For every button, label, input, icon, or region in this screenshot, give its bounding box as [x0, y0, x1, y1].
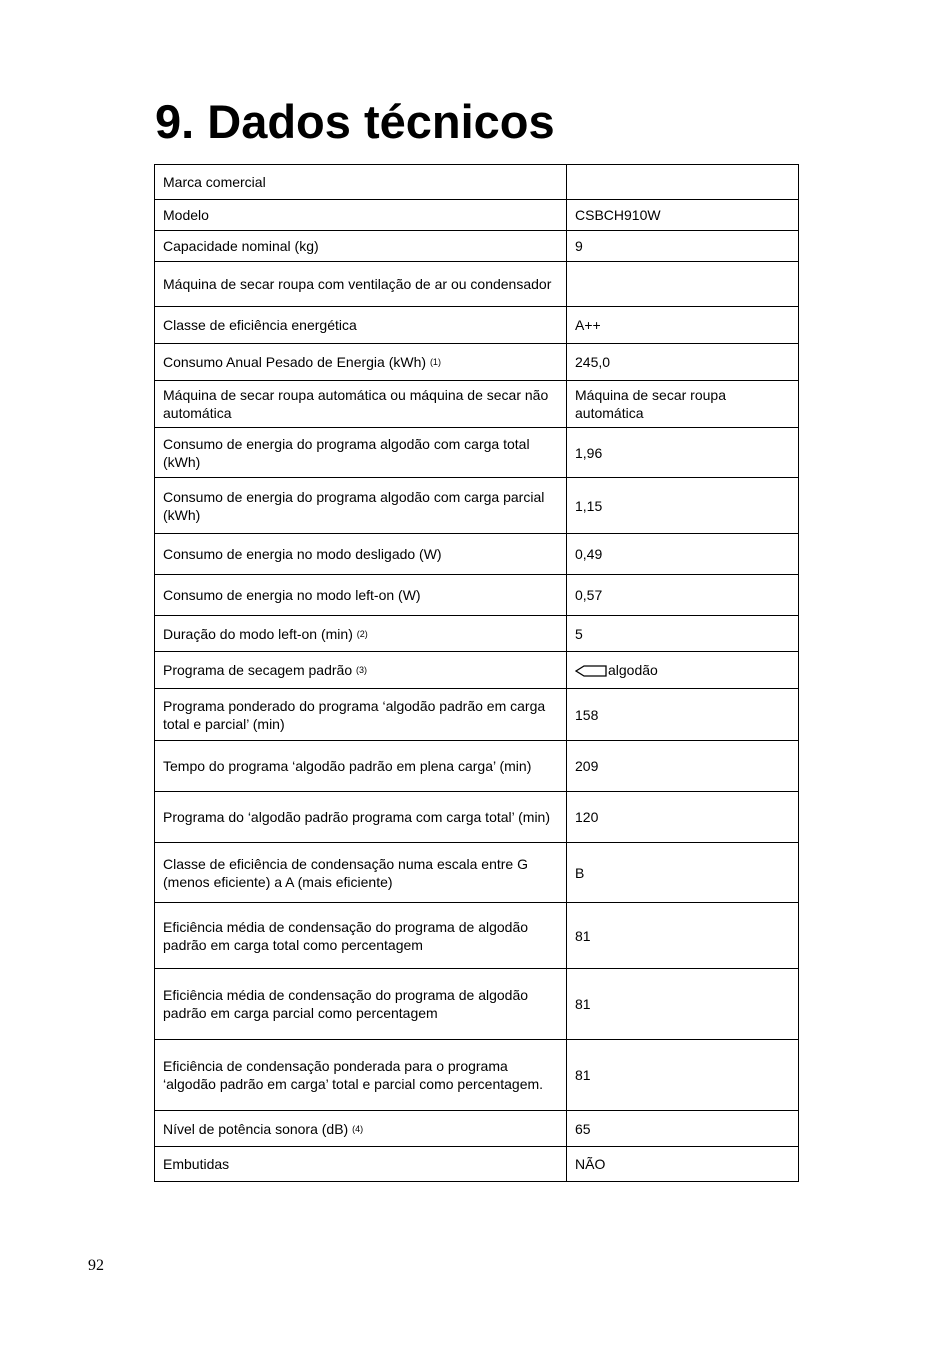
row-value: 65 — [567, 1111, 799, 1147]
row-value: 81 — [567, 1040, 799, 1111]
table-row — [155, 307, 799, 344]
table-row — [155, 1040, 799, 1111]
footnote-marker: (4) — [352, 1123, 364, 1134]
row-label: Embutidas — [155, 1147, 567, 1182]
table-row — [155, 652, 799, 689]
table-row — [155, 1111, 799, 1147]
table-row — [155, 741, 799, 792]
table-row — [155, 262, 799, 307]
row-label: Tempo do programa ‘algodão padrão em plena carga’ (min) — [155, 741, 567, 792]
row-label: Máquina de secar roupa automática ou máquina de secar não automática — [155, 381, 567, 428]
row-value — [567, 262, 799, 307]
row-value: Máquina de secar roupa automática — [567, 381, 799, 428]
table-row — [155, 200, 799, 231]
row-value: B — [567, 843, 799, 903]
row-value: 209 — [567, 741, 799, 792]
footnote-marker: (1) — [429, 357, 441, 367]
table-row — [155, 428, 799, 478]
footnote-marker: (2) — [356, 628, 368, 639]
row-value: 81 — [567, 903, 799, 969]
table-row — [155, 689, 799, 741]
row-label: Consumo Anual Pesado de Energia (kWh) — [163, 354, 427, 370]
row-label: Modelo — [155, 200, 567, 231]
row-label: Máquina de secar roupa com ventilação de ar ou condensador — [155, 262, 567, 307]
row-value: 9 — [567, 231, 799, 262]
footnote-marker: (3) — [356, 665, 367, 675]
table-row — [155, 575, 799, 616]
table-row — [155, 903, 799, 969]
table-row — [155, 381, 799, 428]
table-row — [155, 1147, 799, 1182]
row-value: 0,57 — [567, 575, 799, 616]
row-value: algodão — [608, 662, 658, 678]
row-value: 5 — [567, 616, 799, 652]
row-label: Consumo de energia no modo left-on (W) — [155, 575, 567, 616]
table-row — [155, 344, 799, 381]
row-label: Marca comercial — [155, 165, 567, 200]
row-value: CSBCH910W — [567, 200, 799, 231]
page-number: 92 — [88, 1257, 104, 1274]
row-label: Programa ponderado do programa ‘algodão padrão em carga total e parcial’ (min) — [155, 689, 567, 741]
row-label: Classe de eficiência energética — [155, 307, 567, 344]
row-value: 120 — [567, 792, 799, 843]
page-title: 9. Dados técnicos — [155, 95, 555, 148]
row-label: Consumo de energia no modo desligado (W) — [155, 534, 567, 575]
row-value — [567, 165, 799, 200]
table-row — [155, 616, 799, 652]
row-value: 1,15 — [567, 478, 799, 534]
table-row — [155, 165, 799, 200]
row-label: Nível de potência sonora (dB) — [163, 1120, 349, 1137]
row-value: 0,49 — [567, 534, 799, 575]
row-label: Capacidade nominal (kg) — [155, 231, 567, 262]
technical-data-table — [154, 164, 799, 1182]
row-label: Eficiência média de condensação do programa de algodão padrão em carga parcial como percentagem — [155, 969, 567, 1040]
row-label: Duração do modo left-on (min) — [163, 625, 353, 642]
cotton-program-icon — [575, 665, 607, 677]
table-row — [155, 231, 799, 262]
row-label: Eficiência média de condensação do programa de algodão padrão em carga total como percentagem — [155, 903, 567, 969]
table-row — [155, 792, 799, 843]
row-value: 245,0 — [567, 344, 799, 381]
row-label: Programa de secagem padrão — [163, 662, 353, 678]
row-label: Consumo de energia do programa algodão com carga total (kWh) — [155, 428, 567, 478]
row-label: Eficiência de condensação ponderada para o programa ‘algodão padrão em carga’ total e parcial como percentagem. — [155, 1040, 567, 1111]
row-label: Programa do ‘algodão padrão programa com carga total’ (min) — [155, 792, 567, 843]
row-value: A++ — [567, 307, 799, 344]
table-row — [155, 969, 799, 1040]
row-value: 81 — [567, 969, 799, 1040]
row-value: NÃO — [567, 1147, 799, 1182]
table-row — [155, 843, 799, 903]
table-row — [155, 478, 799, 534]
row-value: 158 — [567, 689, 799, 741]
row-label: Classe de eficiência de condensação numa escala entre G (menos eficiente) a A (mais eficiente) — [155, 843, 567, 903]
row-label: Consumo de energia do programa algodão com carga parcial (kWh) — [155, 478, 567, 534]
row-value: 1,96 — [567, 428, 799, 478]
table-row — [155, 534, 799, 575]
